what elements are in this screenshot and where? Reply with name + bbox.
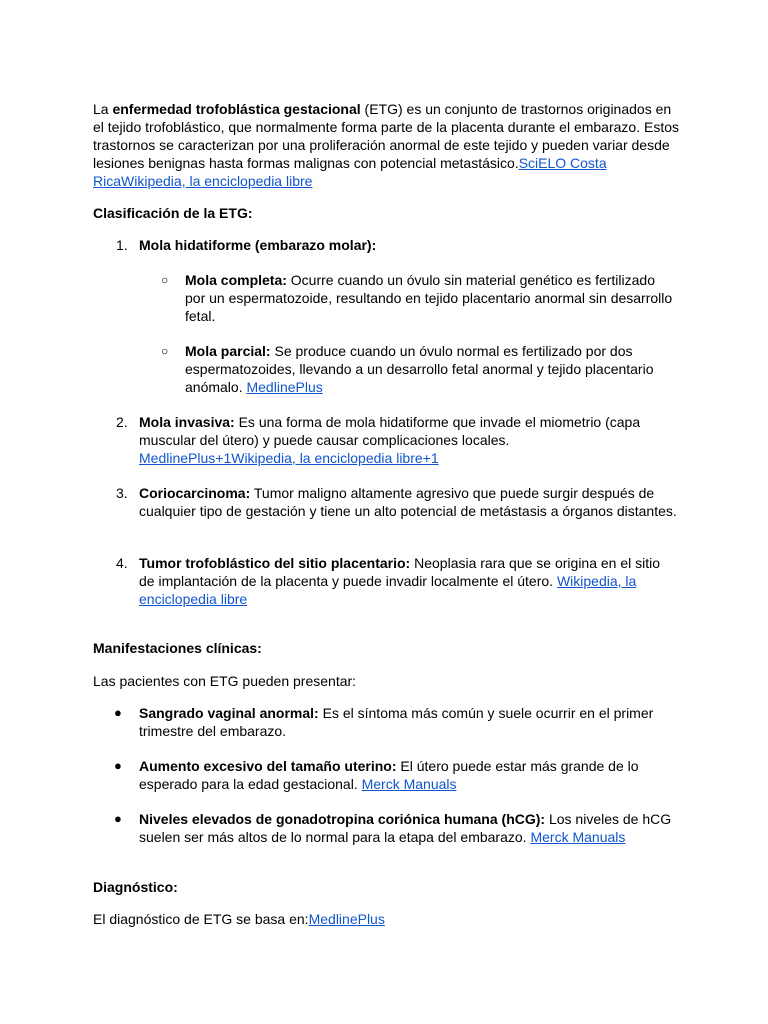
intro-source-link[interactable]: SciELO Costa RicaWikipedia, la enciclopedia libre [93,155,607,189]
list-item-mola-invasiva: Mola invasiva: Es una forma de mola hidatiforme que invade el miometrio (capa muscular del útero) y puede causar complicaciones locales. MedlinePlus+1Wikipedia, la enciclopedia libre+1 [139,414,641,466]
medlineplus-link[interactable]: MedlinePlus [246,379,323,395]
intro-text: (ETG) es un conjunto de trastornos originados en el tejido trofoblástico, que normalmente forma parte de la placenta durante el embarazo. Estos trastornos se caracterizan por una proliferación anormal de este tejido y pueden variar desde lesiones benignas hasta formas malignas con potencial metastásico. [93,101,679,171]
manifestaciones-intro: Las pacientes con ETG pueden presentar: [93,673,357,689]
medlineplus-wikipedia-link[interactable]: MedlinePlus+1Wikipedia, la enciclopedia libre+1 [139,450,439,466]
diagnostico-paragraph: El diagnóstico de ETG se basa en:MedlinePlus [93,911,385,927]
list-item-coriocarcinoma: Coriocarcinoma: Tumor maligno altamente agresivo que puede surgir después de cualquier tipo de gestación y tiene un alto potencial de metástasis a órganos distantes. [139,485,677,519]
sublist-item-mola-parcial: Mola parcial: Se produce cuando un óvulo normal es fertilizado por dos espermatozoides, llevando a un desarrollo fetal anormal y tejido placentario anómalo. MedlinePlus [185,343,654,395]
merck-manuals-link[interactable]: Merck Manuals [361,776,457,792]
bullet-item-sangrado: Sangrado vaginal anormal: Es el síntoma más común y suele ocurrir en el primer trimestre del embarazo. [139,705,654,739]
list-item-tumor-trofoblastico: Tumor trofoblástico del sitio placentario: Neoplasia rara que se origina en el sitio de implantación de la placenta y puede invadir localmente el útero. Wikipedia, la enciclopedia libre [139,555,661,607]
sublist-item-mola-completa: Mola completa: Ocurre cuando un óvulo sin material genético es fertilizado por un espermatozoide, resultando en tejido placentario anormal sin desarrollo fetal. [185,272,673,324]
medlineplus-link[interactable]: MedlinePlus [308,911,385,927]
section-heading-diagnostico: Diagnóstico: [93,879,178,895]
bullet-item-aumento-uterino: Aumento excesivo del tamaño uterino: El útero puede estar más grande de lo esperado para la edad gestacional. Merck Manuals [139,758,639,792]
intro-paragraph [93,100,683,190]
list-item-mola-hidatiforme: Mola hidatiforme (embarazo molar): [139,237,377,253]
section-heading-clasificacion: Clasificación de la ETG: [93,205,253,221]
list-number: 4. [116,555,128,571]
sublist-marker: ○ [161,344,169,358]
bullet-item-hcg: Niveles elevados de gonadotropina coriónica humana (hCG): Los niveles de hCG suelen ser más altos de lo normal para la etapa del embarazo. Merck Manuals [139,811,672,845]
intro-bold-term: enfermedad trofoblástica gestacional [112,101,361,117]
merck-manuals-link[interactable]: Merck Manuals [530,829,626,845]
list-number: 2. [116,414,128,430]
wikipedia-link[interactable]: Wikipedia, la enciclopedia libre [139,573,637,607]
list-number: 3. [116,485,128,501]
list-number: 1. [116,237,128,253]
bullet-marker: ● [114,758,122,773]
sublist-marker: ○ [161,273,169,287]
intro-text-start: La [93,101,113,117]
bullet-marker: ● [114,811,122,826]
bullet-marker: ● [114,705,122,720]
section-heading-manifestaciones: Manifestaciones clínicas: [93,640,262,656]
